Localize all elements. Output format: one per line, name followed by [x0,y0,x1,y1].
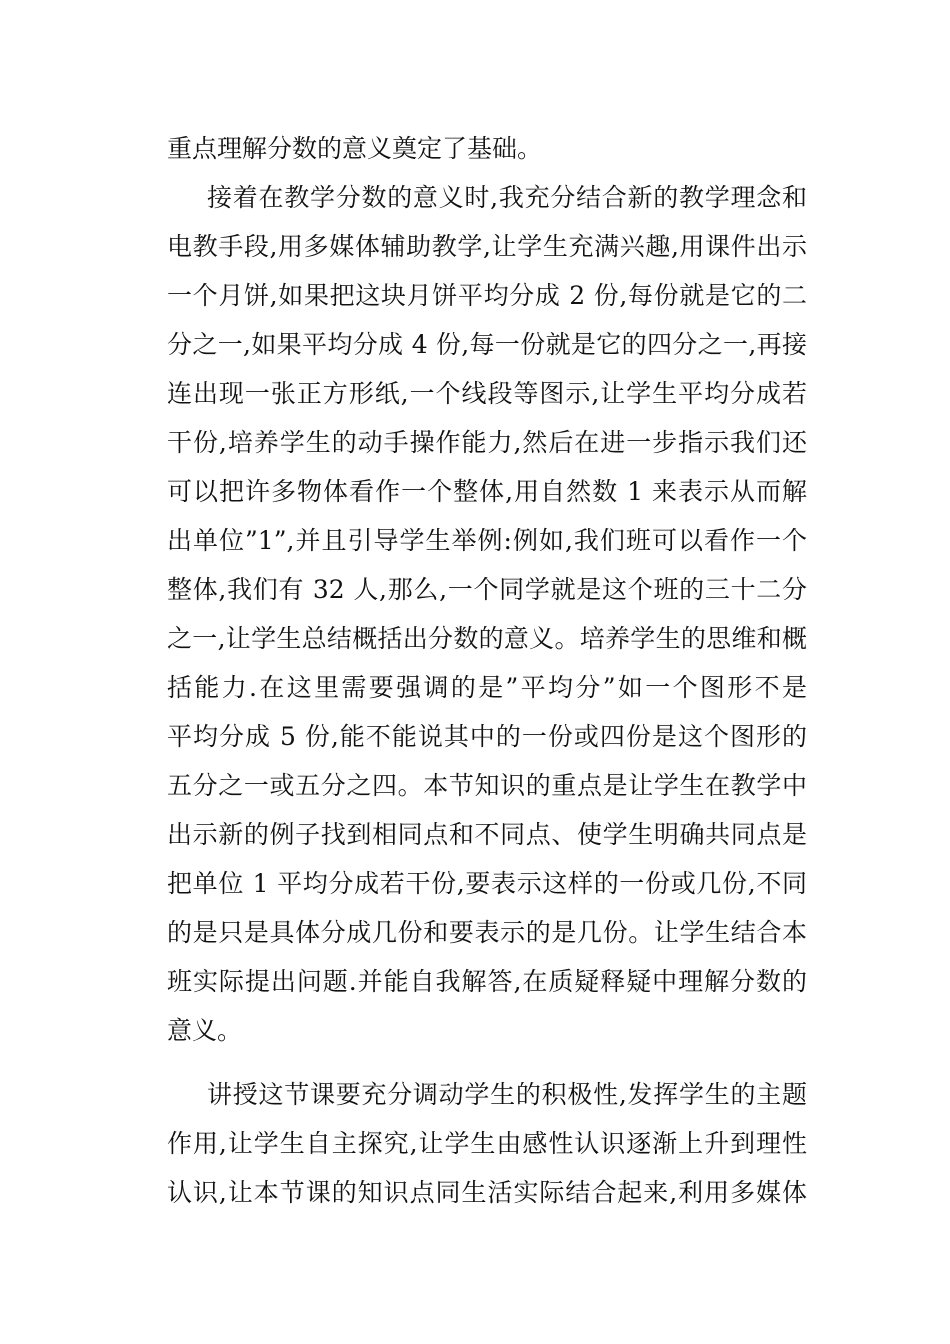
text-line: 干份,培养学生的动手操作能力,然后在进一步指示我们还 [167,428,807,457]
text-line: 意义。 [167,1016,243,1045]
text-line: 重点理解分数的意义奠定了基础。 [167,134,543,163]
text-line: 之一,让学生总结概括出分数的意义。培养学生的思维和概 [167,624,807,653]
text-line: 可以把许多物体看作一个整体,用自然数 1 来表示从而解 [167,477,807,506]
text-line: 把单位 1 平均分成若干份,要表示这样的一份或几份,不同 [167,869,807,898]
text-line: 作用,让学生自主探究,让学生由感性认识逐渐上升到理性 [167,1129,807,1158]
text-line: 括能力.在这里需要强调的是”平均分”如一个图形不是 [167,673,807,702]
text-line: 分之一,如果平均分成 4 份,每一份就是它的四分之一,再接 [167,330,807,359]
text-line: 整体,我们有 32 人,那么,一个同学就是这个班的三十二分 [167,575,807,604]
text-line: 出示新的例子找到相同点和不同点、使学生明确共同点是 [167,820,807,849]
text-line: 班实际提出问题.并能自我解答,在质疑释疑中理解分数的 [167,967,807,996]
text-line: 五分之一或五分之四。本节知识的重点是让学生在教学中 [167,771,807,800]
text-line: 连出现一张正方形纸,一个线段等图示,让学生平均分成若 [167,379,807,408]
paragraph-first-line: 讲授这节课要充分调动学生的积极性,发挥学生的主题 [207,1080,807,1109]
text-line: 平均分成 5 份,能不能说其中的一份或四份是这个图形的 [167,722,807,751]
text-line: 出单位”1”,并且引导学生举例:例如,我们班可以看作一个 [167,526,807,555]
text-line: 电教手段,用多媒体辅助教学,让学生充满兴趣,用课件出示 [167,232,807,261]
paragraph-first-line: 接着在教学分数的意义时,我充分结合新的教学理念和 [207,183,807,212]
text-line: 认识,让本节课的知识点同生活实际结合起来,利用多媒体 [167,1178,807,1207]
text-line: 的是只是具体分成几份和要表示的是几份。让学生结合本 [167,918,807,947]
text-line: 一个月饼,如果把这块月饼平均分成 2 份,每份就是它的二 [167,281,807,310]
